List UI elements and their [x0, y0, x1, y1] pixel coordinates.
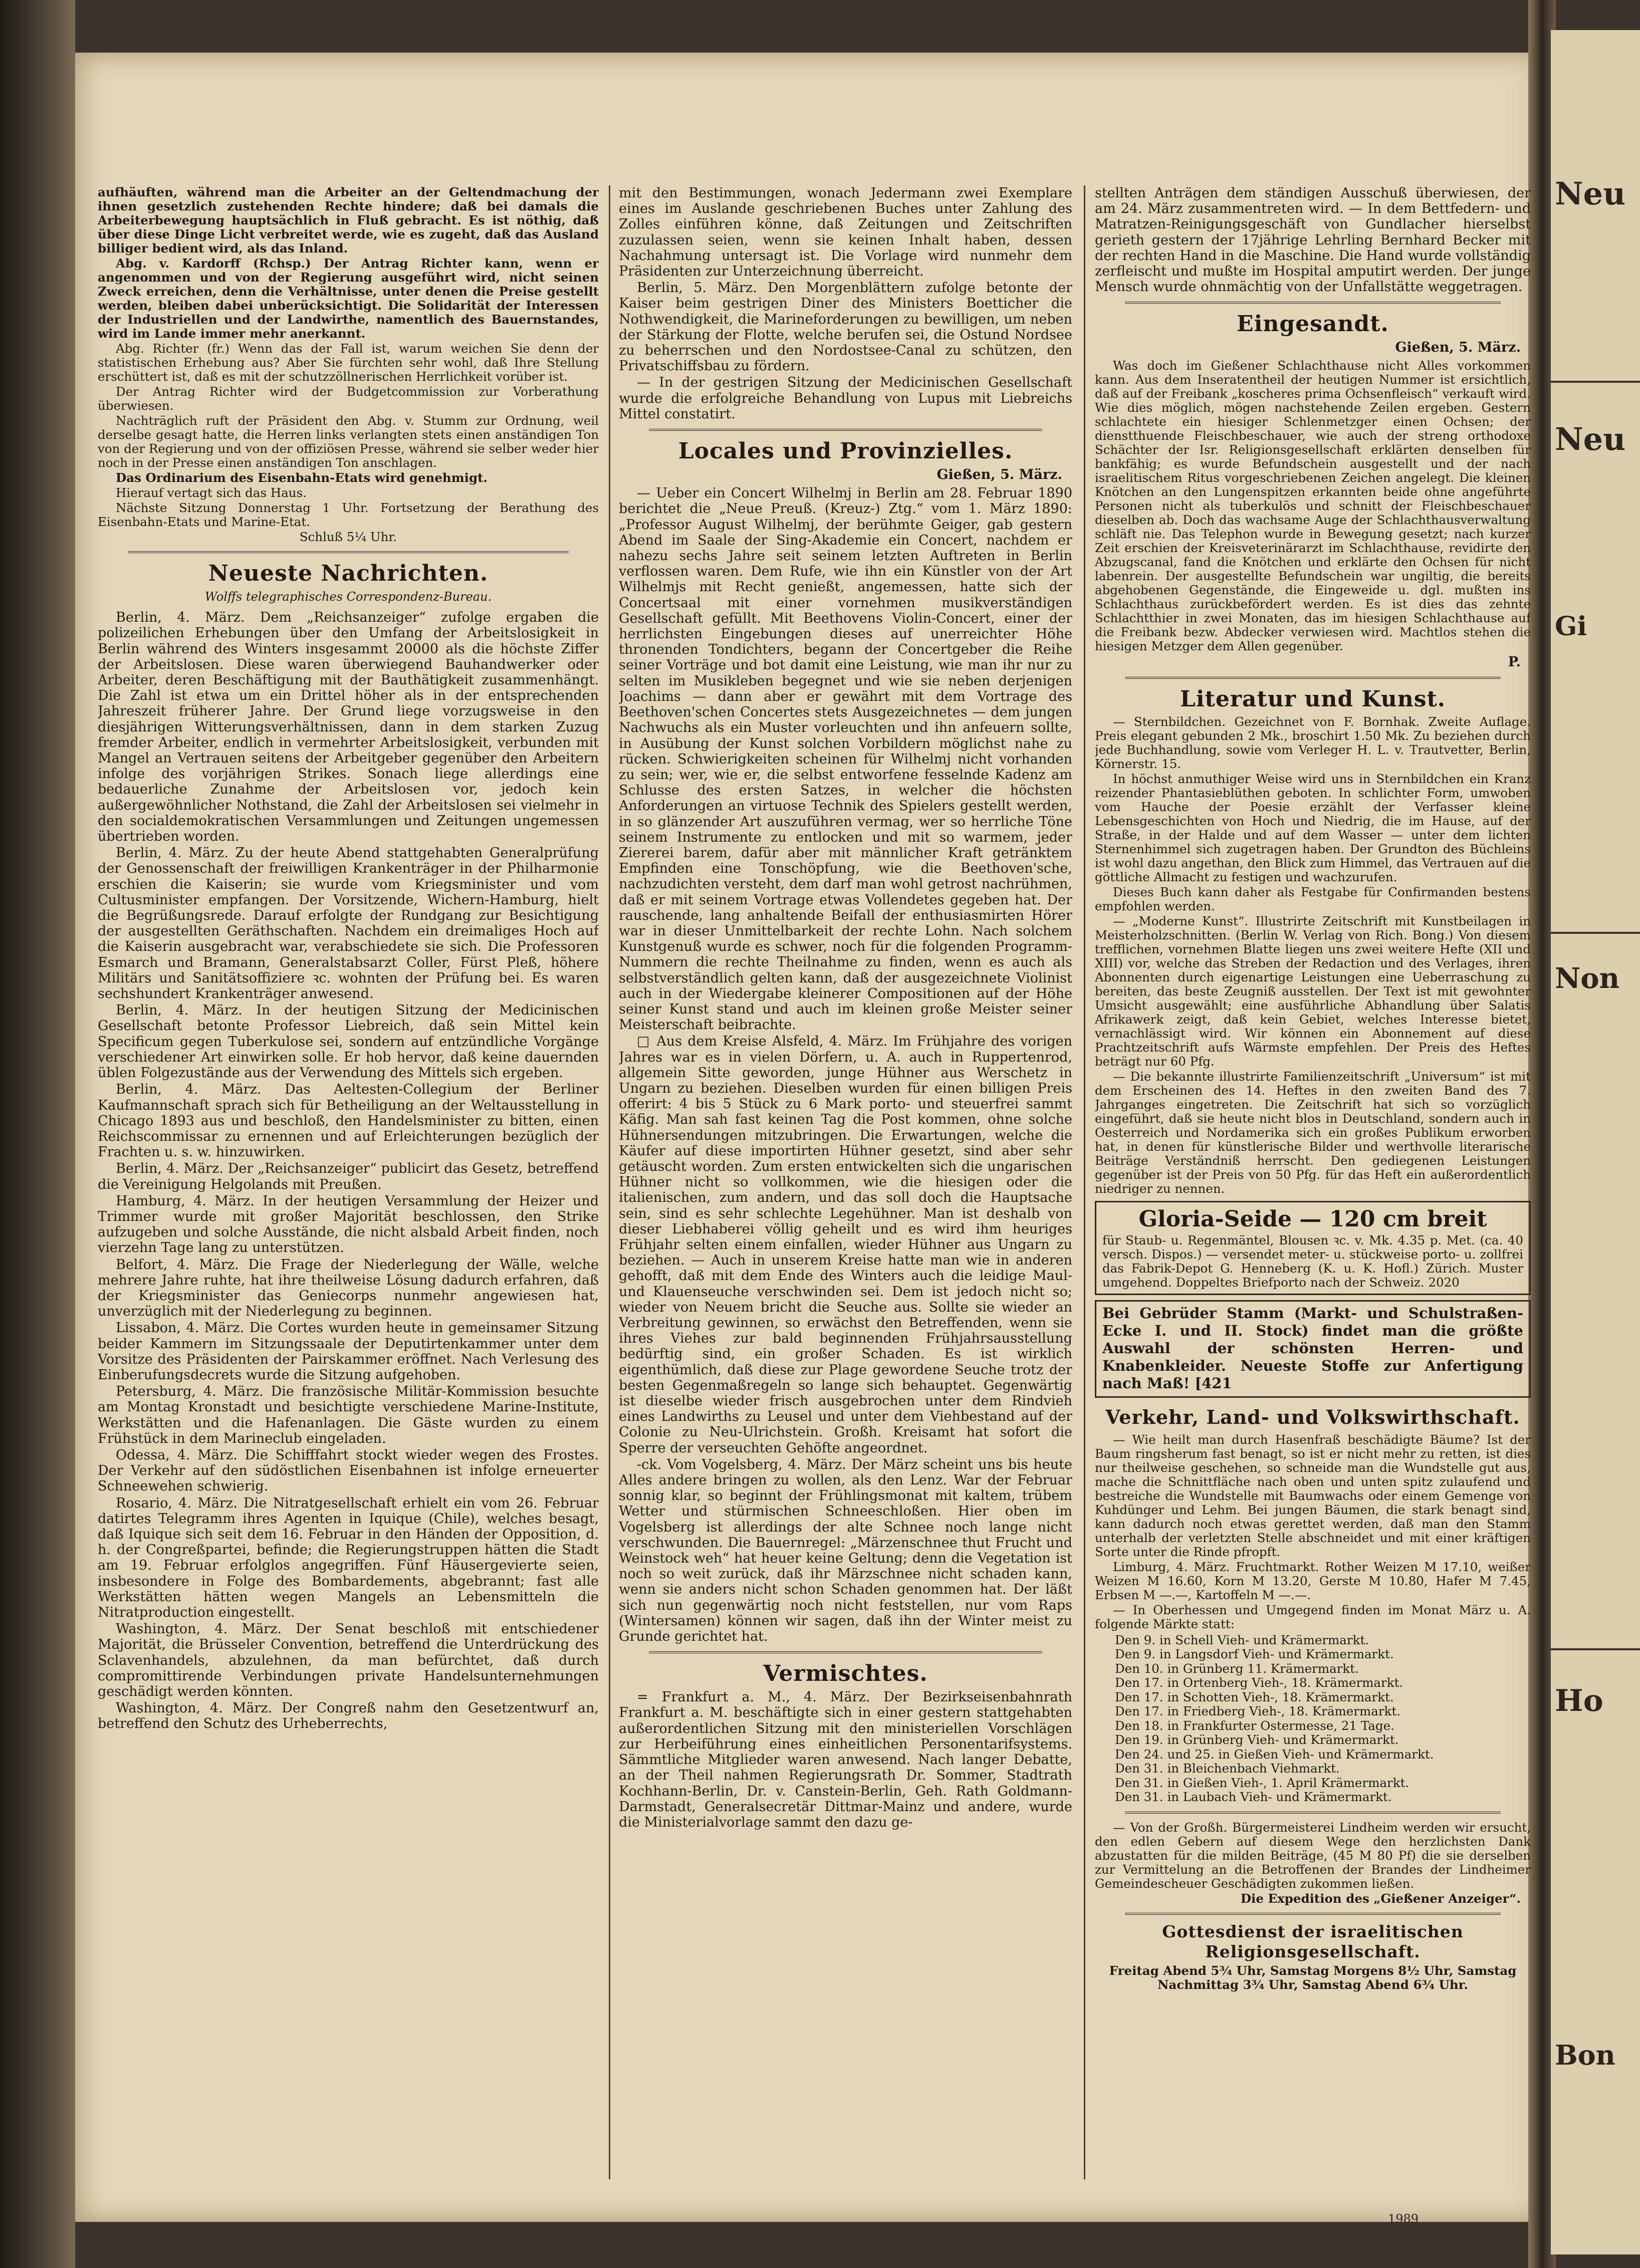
ad-text: für Staub- u. Regenmäntel, Blousen ꝛc. v. Mk. 4.35 p. Met. (ca. 40 versch. Dispos.) — versendet meter- u. stückweise porto- u. zollfrei das Fabrik-Depot G. Henneberg (K. u. K. Hofl.) Zürich. Muster umgehend. Doppeltes Briefporto nach der Schweiz. 2020 — [1102, 1232, 1523, 1290]
article-text: stellten Anträgen dem ständigen Ausschuß überwiesen, der am 24. März zusammentreten wird. — In dem Bettfedern- und Matratzen-Reinigungsgeschäft von Gundlacher hierselbst gerieth gestern der 17jährige Lehrling Bernhard Becker mit der rechten Hand in die Maschine. Die Hand wurde vollständig zerfleischt und mußte im Hospital amputirt werden. Der junge Mensch wurde ohnmächtig von der Unfallstätte weggetragen. — [1095, 185, 1531, 295]
article-text: Nachträglich ruft der Präsident den Abg. v. Stumm zur Ordnung, weil derselbe gesagt hatte, die Herren links verlangten stets einen anständigen Ton von der Regierung und von der offiziösen Presse, während sie selber weder hier noch in der Presse einen anständigen Ton anschlagen. — [98, 413, 599, 470]
section-divider — [1125, 1812, 1501, 1814]
section-subheading: Wolffs telegraphisches Correspondenz-Bureau. — [204, 590, 492, 604]
column-1 — [98, 185, 599, 2184]
list-item: Den 31. in Bleichenbach Viehmarkt. — [1115, 1761, 1340, 1776]
list-item: Den 9. in Schell Vieh- und Krämermarkt. — [1115, 1632, 1369, 1647]
section-heading: Verkehr, Land- und Volkswirthschaft. — [1105, 1405, 1520, 1428]
signature: Die Expedition des „Gießener Anzeiger“. — [1240, 1891, 1521, 1906]
section-divider — [1125, 1913, 1501, 1915]
book-binding-left — [0, 0, 75, 2268]
section-heading: Vermischtes. — [763, 1661, 928, 1687]
list-item: Den 18. in Frankfurter Ostermesse, 21 Tage. — [1115, 1718, 1394, 1733]
list-item: Den 24. und 25. in Gießen Vieh- und Krämermarkt. — [1115, 1746, 1434, 1761]
news-item: Washington, 4. März. Der Senat beschloß mit entschiedener Majorität, die Brüsseler Convention, betreffend die Unterdrückung des Sclavenhandels, abzulehnen, da man befürchtet, daß durch compromittirende Verbindungen private Handelsunternehmungen geschädigt werden könnten. — [98, 1621, 599, 1700]
column-2 — [619, 185, 1072, 2184]
news-item: Odessa, 4. März. Die Schifffahrt stockt wieder wegen des Frostes. Der Verkehr auf den südöstlichen Eisenbahnen ist infolge erneuerter Schneewehen schwierig. — [98, 1447, 599, 1494]
article-text: aufhäuften, während man die Arbeiter an der Geltendmachung der ihnen gesetzlich zustehenden Rechte hindere; daß bei damals die Arbeiterbewegung hauptsächlich in Fluß gebracht. Es ist nöthig, daß über diese Dinge Licht verbreitet werde, wie es zugeht, daß das Ausland billiger bedient wird, als das Inland. — [98, 185, 599, 256]
section-divider — [128, 551, 569, 553]
article-text: — Sternbildchen. Gezeichnet von F. Bornhak. Zweite Auflage. Preis elegant gebunden 2 Mk., broschirt 1.50 Mk. Zu beziehen durch jede Buchhandlung, sowie vom Verleger H. L. v. Trautvetter, Berlin, Körnerstr. 15. — [1095, 714, 1531, 771]
adjacent-heading-3: Gi — [1555, 611, 1587, 642]
section-divider — [1125, 302, 1501, 304]
list-item: Den 19. in Grünberg Vieh- und Krämermarkt. — [1115, 1732, 1399, 1747]
section-divider — [649, 1651, 1042, 1653]
news-item: Berlin, 4. März. In der heutigen Sitzung der Medicinischen Gesellschaft betonte Professor Liebreich, daß sein Mittel kein Specificum gegen Tuberkulose sei, sondern auf entzündliche Vorgänge verschiedener Art einwirken solle. Er hob hervor, daß keine dauernden üblen Folgezustände aus der Verwendung des Mittels sich ergeben. — [98, 1002, 599, 1081]
list-item: Den 10. in Grünberg 11. Krämermarkt. — [1115, 1661, 1359, 1676]
market-list — [1115, 1633, 1531, 1805]
section-heading: Eingesandt. — [1237, 311, 1389, 337]
article-text: Limburg, 4. März. Fruchtmarkt. Rother Weizen M 17.10, weißer Weizen M 16.60, Korn M 13.20, Gerste M 10.80, Hafer M 7.45, Erbsen M —.—, Kartoffeln M —.—. — [1095, 1559, 1531, 1602]
adjacent-heading-2: Neu — [1555, 421, 1626, 457]
section-divider — [649, 429, 1042, 431]
article-text: Was doch im Gießener Schlachthause nicht Alles vorkommen kann. Aus dem Inseratentheil der heutigen Nummer ist ersichtlich, daß auf der Freibank „koscheres prima Ochsenfleisch“ verkauft wird. Wie dies möglich, mögen nachstehende Zeilen ergeben. Gestern schlachtete ein hiesiger Schlenmetzger einen Ochsen; der dienstthuende Fleischbeschauer, wie auch der streng orthodoxe Schächter der Isr. Religionsgesellschaft erklärten denselben für bankfähig; es wurde Befundschein ausgestellt und der nach israelitischem Ritus vorgeschriebenen Zeichen angelegt. Die kleinen Knötchen an den Lungenspitzen erkannten beide ohne angeführte Personen nicht als tuberkulös und schnitt der Fleischbeschauer dieselben ab. Doch das wachsame Auge der Schlachthausverwaltung schläft nie. Das Telephon wurde in Bewegung gesetzt; nach kurzer Zeit erschien der Kreisveterinärarzt im Schlachthause, revidirte den Abzugscanal, fand die Knötchen und erklärte den Ochsen für nicht labenrein. Der ausgestellte Befundschein war ungiltig, die bereits abgehobenen Gegenstände, die Eingeweide u. dgl. mußten ins Schlachthaus zurückbefördert werden. Es ist dies das zehnte Schlachtthier in zwei Monaten, das im hiesigen Schlachthause auf die Freibank bezw. Abdecker verwiesen wird. Machtlos stehen die hiesigen Metzger dem Allen gegenüber. — [1095, 358, 1531, 653]
section-heading: Locales und Provinzielles. — [678, 438, 1013, 464]
adjacent-heading-5: Ho — [1555, 1683, 1603, 1718]
article-text: -ck. Vom Vogelsberg, 4. März. Der März scheint uns bis heute Alles andere bringen zu wollen, als den Lenz. War der Februar sonnig klar, so beginnt der Frühlingsmonat mit kaltem, trübem Wetter und stürmischen Schneeschloßen. Hier oben im Vogelsberg ist allerdings der alte Schnee noch lange nicht verschwunden. Die Bauernregel: „Märzenschnee thut Frucht und Weinstock weh“ hat heuer keine Geltung; denn die Vegetation ist noch so weit zurück, daß ihr Märzschnee nicht schaden kann, wenn sie anders nicht schon Schaden genommen hat. Der läßt sich nun gegenwärtig noch nicht feststellen, nur vom Raps (Wintersamen) können wir sagen, daß ihn der Winter meist zu Grunde gerichtet hat. — [619, 1456, 1072, 1645]
adjacent-rule — [1551, 381, 1640, 383]
ad-headline: Gloria-Seide — 120 cm breit — [1138, 1206, 1487, 1232]
adjacent-page-fragment — [1551, 30, 1640, 2254]
article-text: Hierauf vertagt sich das Haus. — [116, 485, 307, 500]
article-text: = Frankfurt a. M., 4. März. Der Bezirkseisenbahnrath Frankfurt a. M. beschäftigte sich in einer gestern stattgehabten außerordentlichen Sitzung mit den ministeriellen Vorschlägen zur Herbeiführung eines einheitlichen Personentarifsystems. Sämmtliche Mitglieder waren anwesend. Nach langer Debatte, an der Theil nahmen Regierungsrath Dr. Sommer, Stadtrath Kochhann-Berlin, Dr. v. Canstein-Berlin, Geh. Rath Goldmann-Darmstadt, Generalsecretär Dittmar-Mainz und andere, wurde die Ministerialvorlage sammt den dazu ge- — [619, 1689, 1072, 1830]
news-item: Washington, 4. März. Der Congreß nahm den Gesetzentwurf an, betreffend den Schutz des Urheberrechts, — [98, 1700, 599, 1732]
list-item: Den 17. in Friedberg Vieh-, 18. Krämermarkt. — [1115, 1704, 1401, 1719]
article-text: Das Ordinarium des Eisenbahn-Etats wird genehmigt. — [116, 470, 488, 485]
dateline: Gießen, 5. März. — [1395, 340, 1521, 356]
section-divider — [1125, 677, 1501, 679]
article-text: — Wie heilt man durch Hasenfraß beschädigte Bäume? Ist der Baum ringsherum fast benagt, so ist er nicht mehr zu retten, ist dies nur theilweise geschehen, so schneide man die Wundstelle gut aus, mache die Schnittfläche nach oben und unten spitz zulaufend und bestreiche die Wundstelle mit Baumwachs oder einem Gemenge von Kuhdünger und Lehm. Bei jungen Bäumen, die stark benagt sind, kann dadurch noch etwas gerettet werden, daß man den Stamm unterhalb der verletzten Stelle abschneidet und mit einer kräftigen Sorte unter die Rinde pfropft. — [1095, 1432, 1531, 1559]
news-item: Berlin, 4. März. Zu der heute Abend stattgehabten Generalprüfung der Genossenschaft der freiwilligen Krankenträger in der Philharmonie erschien die Kaiserin; sie wurde vom Kriegsminister und vom Cultusminister empfangen. Der Vorsitzende, Wichern-Hamburg, hielt die Begrüßungsrede. Darauf erfolgte der Rundgang zur Besichtigung der ausgestellten Geräthschaften. Nachdem ein dreimaliges Hoch auf die Kaiserin ausgebracht war, verabschiedete sie sich. Die Professoren Esmarch und Bramann, Generalstabsarzt Coller, Fürst Pleß, höhere Militärs und Sanitätsoffiziere ꝛc. wohnten der Prüfung bei. Es waren sechshundert Krankenträger anwesend. — [98, 845, 599, 1002]
list-item: Den 17. in Schotten Vieh-, 18. Krämermarkt. — [1115, 1689, 1394, 1704]
news-item: Berlin, 4. März. Dem „Reichsanzeiger“ zufolge ergaben die polizeilichen Erhebungen über den Umfang der Arbeitslosigkeit in Berlin während des Winters insgesammt 20000 als die höchste Ziffer der Arbeitslosen. Diese waren überwiegend Bauhandwerker oder Arbeiter, deren Beschäftigung mit der Bauthätigkeit zusammenhängt. Die Zahl ist etwa um ein Drittel höher als in der entsprechenden Jahreszeit früherer Jahre. Der Grund liege vorzugsweise in den diesjährigen Witterungsverhältnissen, dann in dem starken Zuzug fremder Arbeiter, endlich in vermehrter Arbeitslosigkeit, verbunden mit Mangel an Vertrauen seitens der Arbeitgeber gegenüber den Arbeitern infolge des vorjährigen Strikes. Sonach liege allerdings eine bedauerliche Zunahme der Arbeitslosen vor, jedoch kein außergewöhnlicher Nothstand, die Zahl der Arbeitslosen sei vielmehr in den socialdemokratischen Versammlungen und Zeitungen ungemessen übertrieben worden. — [98, 610, 599, 845]
article-text: Der Antrag Richter wird der Budgetcommission zur Vorberathung überwiesen. — [98, 384, 599, 413]
list-item: Den 9. in Langsdorf Vieh- und Krämermarkt. — [1115, 1647, 1394, 1662]
column-3 — [1095, 185, 1531, 2184]
article-text: — Von der Großh. Bürgermeisterei Lindheim werden wir ersucht, den edlen Gebern auf diesem Wege den herzlichsten Dank abzustatten für die milden Beiträge, (45 M 80 Pf) die sie derselben zur Vermittelung an die Betroffenen der Brandes der Lindheimer Gemeindescheuer Geschädigten zukommen ließen. — [1095, 1820, 1531, 1891]
adjacent-rule — [1551, 1648, 1640, 1650]
list-item: Den 31. in Laubach Vieh- und Krämermarkt. — [1115, 1790, 1392, 1805]
adjacent-heading-4: Non — [1555, 962, 1620, 995]
section-heading: Neueste Nachrichten. — [208, 561, 489, 586]
signature: P. — [1508, 654, 1521, 670]
article-text: — In Oberhessen und Umgegend finden im Monat März u. A. folgende Märkte statt: — [1095, 1602, 1531, 1631]
list-item: Den 17. in Ortenberg Vieh-, 18. Krämermarkt. — [1115, 1675, 1403, 1690]
news-item: Belfort, 4. März. Die Frage der Niederlegung der Wälle, welche mehrere Jahre ruhte, hat ihre theilweise Lösung dadurch erfahren, daß der Kriegsminister das Geniecorps nunmehr angewiesen hat, unverzüglich mit der Niederlegung zu beginnen. — [98, 1256, 599, 1320]
column-rule — [609, 185, 610, 2179]
article-text: mit den Bestimmungen, wonach Jedermann zwei Exemplare eines im Auslande geschriebenen Buches unter Zahlung des Zolles einführen könne, daß Zeitungen und Zeitschriften zuzulassen seien, wenn sie keinen Inhalt haben, dessen Nachahmung untersagt ist. Die Vorlage wird nunmehr dem Präsidenten zur Unterzeichnung überreicht. — [619, 185, 1072, 280]
article-text: — In der gestrigen Sitzung der Medicinischen Gesellschaft wurde die erfolgreiche Behandlung von Lupus mit Liebreichs Mittel constatirt. — [619, 375, 1072, 422]
dateline: Gießen, 5. März. — [936, 467, 1062, 483]
news-item: Lissabon, 4. März. Die Cortes wurden heute in gemeinsamer Sitzung beider Kammern im Sitzungssaale der Deputirtenkammer unter dem Vorsitze des Präsidenten der Pairskammer eröffnet. Nach Verlesung des Einberufungsdecrets wurde die Sitzung aufgehoben. — [98, 1320, 599, 1383]
section-heading: Literatur und Kunst. — [1180, 686, 1446, 712]
article-text: — Ueber ein Concert Wilhelmj in Berlin am 28. Februar 1890 berichtet die „Neue Preuß. (Kreuz-) Ztg.“ vom 1. März 1890: „Professor August Wilhelmj, der berühmte Geiger, gab gestern Abend im Saale der Sing-Akademie ein Concert, nachdem er nahezu sechs Jahre seit seinem letzten Auftreten in Berlin verflossen waren. Dem Rufe, wie ihn ein Künstler von der Art Wilhelmjs mit Recht genießt, angemessen, hatte sich der Concertsaal mit einer vornehmen musikverständigen Gesellschaft gefüllt. Mit Beethovens Violin-Concert, einer der herrlichsten Eingebungen dieses auf unerreichter Höhe thronenden Tondichters, begann der Concertgeber die Reihe seiner Vorträge und bot damit eine Leistung, wie man ihr nur zu selten im Musikleben begegnet und wie sie neben derjenigen Joachims — dann aber er gewährt mit dem Vortrage des Beethoven'schen Concertes stets Ausgezeichnetes — dem jungen Nachwuchs als ein Muster vorleuchten und ihn anfeuern sollte, in Ausübung der Kunst solchen Vorbildern möglichst nahe zu rücken. Schwierigkeiten scheinen für Wilhelmj nicht vorhanden zu sein; wer, wie er, die selbst entworfene fesselnde Kadenz am Schlusse des ersten Satzes, in welcher die höchsten Anforderungen an virtuose Technik des Spielers gestellt werden, in so glänzender Art auszuführen vermag, wer so herrliche Töne seinem Instrumente zu entlocken und mit so warmem, jeder Ziererei barem, dafür aber mit männlicher Kraft getränktem Empfinden eine Tonschöpfung, wie die Beethoven'sche, nachzudichten versteht, dem darf man wohl getrost nachrühmen, daß er mit seinem Vortrage etwas Vollendetes gegeben hat. Der rauschende, lang anhaltende Beifall der enthusiasmirten Hörer war in dieser Unmittelbarkeit der rechte Lohn. Nach solchem Kunstgenuß wurde es schwer, noch für die folgenden Programm-Nummern die rechte Theilnahme zu finden, wenn es auch als selbstverständlich gelten kann, daß der ausgezeichnete Violinist auch in der Wiedergabe kleinerer Compositionen auf der Höhe seiner Kunst stand und auch im kleinen große Meister seiner Meisterschaft beibrachte. — [619, 485, 1072, 1033]
article-text: Schluß 5¼ Uhr. — [299, 530, 397, 544]
news-item: Petersburg, 4. März. Die französische Militär-Kommission besuchte am Montag Kronstadt und besichtigte verschiedene Marine-Institute, Werkstätten und die Hafenanlagen. Die Gäste wurden zu einem Frühstück in dem Marineclub eingeladen. — [98, 1384, 599, 1446]
section-heading: Gottesdienst der israelitischen Religionsgesellschaft. — [1162, 1921, 1464, 1961]
article-text: Dieses Buch kann daher als Festgabe für Confirmanden bestens empfohlen werden. — [1095, 884, 1531, 913]
column-rule — [1084, 185, 1085, 2179]
article-text: Abg. Richter (fr.) Wenn das der Fall ist, warum weichen Sie denn der statistischen Erhebung aus? Aber Sie fürchten sehr wohl, daß Ihre Stellung erschüttert ist, daß es mit der schutzzöllnerischen Herrlichkeit vorüber ist. — [98, 341, 599, 384]
ad-text: Bei Gebrüder Stamm (Markt- und Schulstraßen-Ecke I. und II. Stock) findet man die größte Auswahl der schönsten Herren- und Knabenkleider. Neueste Stoffe zur Anfertigung nach Maß! [421 — [1102, 1304, 1523, 1392]
article-text: Freitag Abend 5¾ Uhr, Samstag Morgens 8½ Uhr, Samstag Nachmittag 3¾ Uhr, Samstag Abend 6¾ Uhr. — [1109, 1963, 1517, 1992]
news-item: Berlin, 4. März. Das Aeltesten-Collegium der Berliner Kaufmannschaft sprach sich für Betheiligung an der Weltausstellung in Chicago 1893 aus und beschloß, den Handelsminister zu bitten, einen Reichscommissar zu ernennen und auf Erleichterungen bezüglich der Frachten u. s. w. hinzuwirken. — [98, 1082, 599, 1160]
advertisement — [1095, 1300, 1531, 1398]
article-text: □ Aus dem Kreise Alsfeld, 4. März. Im Frühjahre des vorigen Jahres war es in vielen Dörfern, u. A. auch in Ruppertenrod, allgemein Sitte geworden, junge Hühner aus Werschetz in Ungarn zu beziehen. Dieselben wurden für einen billigen Preis offerirt: 4 bis 5 Stück zu 6 Mark porto- und steuerfrei sammt Käfig. Man sah fast keinen Tag die Post kommen, ohne solche Hühnersendungen mitzubringen. Die Erwartungen, welche die Käufer auf diese importirten Hühner gesetzt, sind aber sehr getäuscht worden. Zum ersten entwickelten sich die ungarischen Hühner nicht so vollkommen, wie die hiesigen oder die italienischen, zum andern, und das soll doch die Hauptsache sein, sind es sehr schlechte Legehühner. Man ist deshalb von dieser Liebhaberei völlig geheilt und es wird ihm heuriges Frühjahr selten einem einfallen, wieder Hühner aus Ungarn zu beziehen. — Auch in unserem Kreise hatte man wie in anderen gehofft, daß mit dem Ende des Winters auch die leidige Maul- und Klauenseuche verschwinden sei. Dem ist jedoch nicht so; wieder von Neuem bricht die Seuche aus. Sollte sie wieder an Verbreitung gewinnen, so erwächst den Betreffenden, wenn sie ihres Viehes zur bald beginnenden Frühjahrsausstellung bedürftig sind, ein großer Schaden. Es ist wirklich eigenthümlich, daß diese zur Plage gewordene Seuche trotz der besten Gegenmaßregeln so lange sich behauptet. Gegenwärtig ist dieselbe wieder frisch ausgebrochen unter dem Rindvieh eines Landwirths zu Leusel und unter dem Viehbestand auf der Colonie zu Neu-Ulrichstein. Großh. Kreisamt hat sofort die Sperre der verseuchten Gehöfte angeordnet. — [619, 1034, 1072, 1456]
adjacent-heading-6: Bon — [1555, 2039, 1615, 2071]
list-item: Den 31. in Gießen Vieh-, 1. April Krämermarkt. — [1115, 1775, 1410, 1790]
article-text: Berlin, 5. März. Den Morgenblättern zufolge betonte der Kaiser beim gestrigen Diner des Ministers Boetticher die Nothwendigkeit, die Marineforderungen zu bewilligen, um neben der Stärkung der Flotte, welche berufen sei, die Ostund Nordsee zu beherrschen und den Nordostsee-Canal zu schützen, den Privatschiffsbau zu fördern. — [619, 280, 1072, 374]
advertisement — [1095, 1201, 1531, 1295]
adjacent-rule — [1551, 932, 1640, 934]
article-text: Abg. v. Kardorff (Rchsp.) Der Antrag Richter kann, wenn er angenommen und von der Regierung ausgeführt wird, nicht seinen Zweck erreichen, denn die Verhältnisse, unter denen die Preise gestellt werden, bleiben dabei unberücksichtigt. Die Solidarität der Interessen der Industriellen und der Landwirthe, namentlich des Bauernstandes, wird im Lande immer mehr anerkannt. — [98, 256, 599, 341]
news-item: Berlin, 4. März. Der „Reichsanzeiger“ publicirt das Gesetz, betreffend die Vereinigung Helgolands mit Preußen. — [98, 1161, 599, 1192]
page-number: 1989 — [1388, 2212, 1419, 2226]
article-text: — „Moderne Kunst“. Illustrirte Zeitschrift mit Kunstbeilagen in Meisterholzschnitten. (Berlin W. Verlag von Rich. Bong.) Von diesem trefflichen, vornehmen Blatte liegen uns zwei weitere Hefte (XII und XIII) vor, welche das Streben der Redaction und des Verlages, ihren Abonnenten durch eigenartige Leistungen eine Ueberraschung zu bereiten, das beste Zeugniß ausstellen. Der Text ist mit gewohnter Umsicht ausgewählt; eine ausführliche Abhandlung über Salatis Afrikawerk zeigt, daß kein Gebiet, welches Interesse bietet, vernachlässigt wird. Wir können ein Abonnement auf diese Prachtzeitschrift aufs Wärmste empfehlen. Der Preis des Heftes beträgt nur 60 Pfg. — [1095, 913, 1531, 1069]
news-item: Hamburg, 4. März. In der heutigen Versammlung der Heizer und Trimmer wurde mit großer Majorität beschlossen, den Strike aufzugeben und solche Ausstände, die nicht alsbald Arbeit finden, noch vierzehn Tage lang zu unterstützen. — [98, 1193, 599, 1256]
article-text: — Die bekannte illustrirte Familienzeitschrift „Universum“ ist mit dem Erscheinen des 14. Heftes in den zweiten Band des 7. Jahrganges eingetreten. Die Zeitschrift hat sich so vorzüglich eingeführt, daß sie heute nicht blos in Deutschland, sondern auch in Oesterreich und Nordamerika sich ein großes Publikum erworben hat, in denen für künstlerische Bilder und werthvolle literarische Beiträge Verständniß herrscht. Den gediegenen Leistungen gegenüber ist der Preis von 50 Pfg. für das Heft ein außerordentlich niedriger zu nennen. — [1095, 1069, 1531, 1196]
adjacent-heading-1: Neu — [1555, 175, 1626, 212]
article-text: In höchst anmuthiger Weise wird uns in Sternbildchen ein Kranz reizender Phantasieblüthen geboten. In schlichter Form, umwoben vom Hauche der Poesie erzählt der Verfasser kleine Lebensgeschichten von Hoch und Niedrig, die im Hause, auf der Straße, in der Halde und auf dem Wasser — unter dem lichten Sternenhimmel sich zugetragen haben. Der Grundton des Büchleins ist wohl dazu angethan, den Blick zum Himmel, das Vertrauen auf die göttliche Allmacht zu festigen und wachzurufen. — [1095, 771, 1531, 884]
news-item: Rosario, 4. März. Die Nitratgesellschaft erhielt ein vom 26. Februar datirtes Telegramm ihres Agenten in Iquique (Chile), welches besagt, daß Iquique sich seit dem 16. Februar in den Händen der Opposition, d. h. der Congreßpartei, befinde; die Regierungstruppen hätten die Stadt am 19. Februar erfolglos angegriffen. Fünf Häusergevierte seien, insbesondere in Folge des Bombardements, abgebrannt; fast alle Werkstätten hätten wegen Mangels an Lebensmitteln die Nitratproduction eingestellt. — [98, 1495, 599, 1620]
article-text: Nächste Sitzung Donnerstag 1 Uhr. Fortsetzung der Berathung des Eisenbahn-Etats und Marine-Etat. — [98, 500, 599, 529]
